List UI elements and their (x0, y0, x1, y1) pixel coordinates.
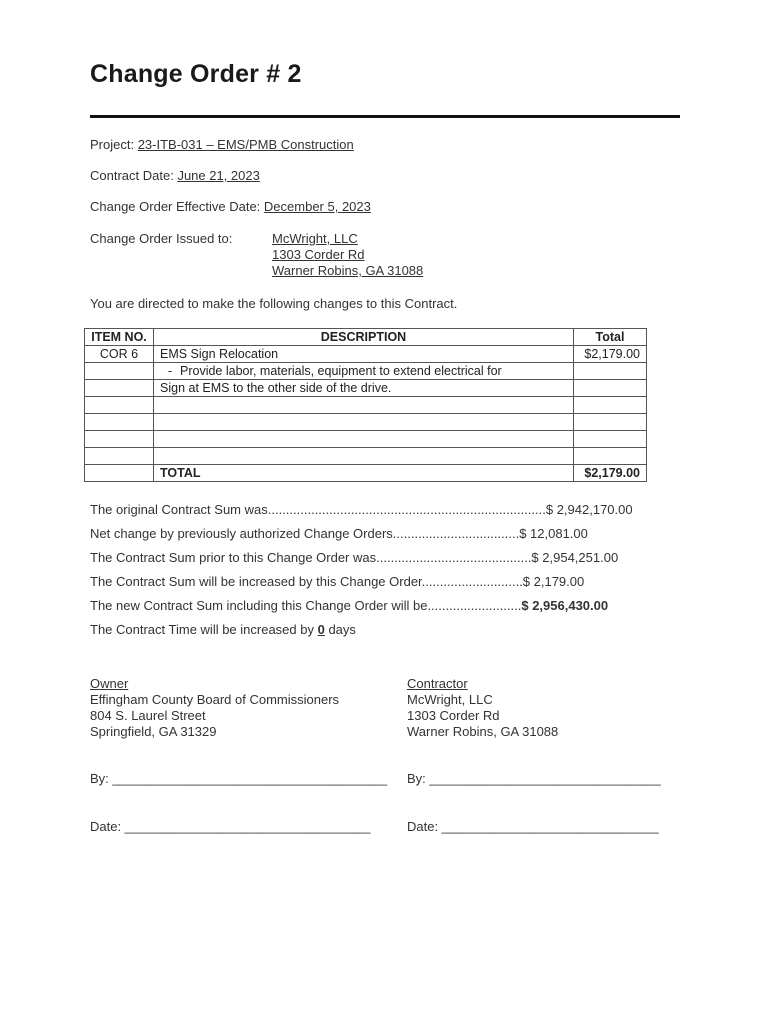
time-prefix: The Contract Time will be increased by (90, 622, 318, 637)
effective-date-label: Change Order Effective Date: (90, 199, 264, 214)
total-cell (574, 380, 647, 397)
owner-line: Effingham County Board of Commissioners (90, 692, 340, 707)
contractor-line: 1303 Corder Rd (407, 708, 500, 723)
owner-line: Springfield, GA 31329 (90, 724, 217, 739)
total-value: $2,179.00 (574, 465, 647, 482)
effective-date-value: December 5, 2023 (263, 199, 371, 214)
owner-heading: Owner (90, 676, 129, 691)
table-header-row (85, 329, 647, 346)
owner-signature-line[interactable]: By: ______________________________________ (90, 771, 388, 786)
contractor-date-line[interactable]: Date: ______________________________ (407, 819, 659, 834)
contractor-line: McWright, LLC (407, 692, 493, 707)
contract-date-label: Contract Date: (90, 168, 178, 183)
table-row (85, 346, 647, 363)
table-row (85, 380, 647, 397)
sum-line: The original Contract Sum was.............................................................................$ 2,942,170.00 (90, 502, 633, 517)
title-divider (90, 115, 680, 118)
item-no-cell: COR 6 (85, 346, 154, 363)
bullet-dash: - (167, 364, 173, 378)
header-item-no: ITEM NO. (85, 329, 154, 346)
total-cell (574, 363, 647, 380)
time-suffix: days (324, 622, 356, 637)
project-line (90, 137, 354, 152)
table-row (85, 431, 647, 448)
contract-date-value: June 21, 2023 (177, 168, 260, 183)
issued-to-line: Warner Robins, GA 31088 (272, 263, 424, 278)
description-text: Provide labor, materials, equipment to extend electrical for (180, 364, 502, 378)
table-row (85, 397, 647, 414)
description-cell: Sign at EMS to the other side of the drive. (154, 380, 574, 397)
effective-date-line (90, 199, 371, 214)
new-sum-text: The new Contract Sum including this Change Order will be.......................... (90, 598, 522, 613)
owner-block (90, 676, 339, 740)
description-cell (154, 363, 574, 380)
change-items-table (84, 328, 647, 482)
directive-text: You are directed to make the following changes to this Contract. (90, 296, 458, 311)
contractor-heading: Contractor (407, 676, 468, 691)
table-row (85, 414, 647, 431)
table-row (85, 448, 647, 465)
contract-sums (90, 500, 633, 644)
item-no-cell (85, 380, 154, 397)
sum-line: The Contract Sum prior to this Change Order was...........................................$ 2,954,251.00 (90, 550, 619, 565)
contractor-line: Warner Robins, GA 31088 (407, 724, 559, 739)
issued-to-line: McWright, LLC (272, 231, 358, 246)
table-total-row (85, 465, 647, 482)
total-label: TOTAL (154, 465, 574, 482)
project-label: Project: (90, 137, 138, 152)
total-cell: $2,179.00 (574, 346, 647, 363)
header-description: DESCRIPTION (154, 329, 574, 346)
sum-line: The Contract Sum will be increased by this Change Order............................$ 2,179.00 (90, 574, 585, 589)
table-row (85, 363, 647, 380)
owner-date-line[interactable]: Date: __________________________________ (90, 819, 371, 834)
description-cell: EMS Sign Relocation (154, 346, 574, 363)
owner-line: 804 S. Laurel Street (90, 708, 206, 723)
new-sum-value: $ 2,956,430.00 (521, 598, 609, 613)
sum-line: Net change by previously authorized Change Orders...................................$ 12,081.00 (90, 526, 588, 541)
contract-time-line (90, 620, 633, 644)
time-value: 0 (317, 622, 325, 637)
contract-date-line (90, 168, 260, 183)
header-total: Total (574, 329, 647, 346)
project-value: 23-ITB-031 – EMS/PMB Construction (137, 137, 354, 152)
contractor-block (407, 676, 558, 740)
contractor-signature-line[interactable]: By: ________________________________ (407, 771, 661, 786)
issued-to-address (272, 231, 423, 279)
issued-to-line: 1303 Corder Rd (272, 247, 365, 262)
new-sum-line (90, 596, 633, 620)
item-no-cell (85, 363, 154, 380)
issued-to-label: Change Order Issued to: (90, 231, 233, 246)
page-title: Change Order # 2 (90, 60, 302, 88)
